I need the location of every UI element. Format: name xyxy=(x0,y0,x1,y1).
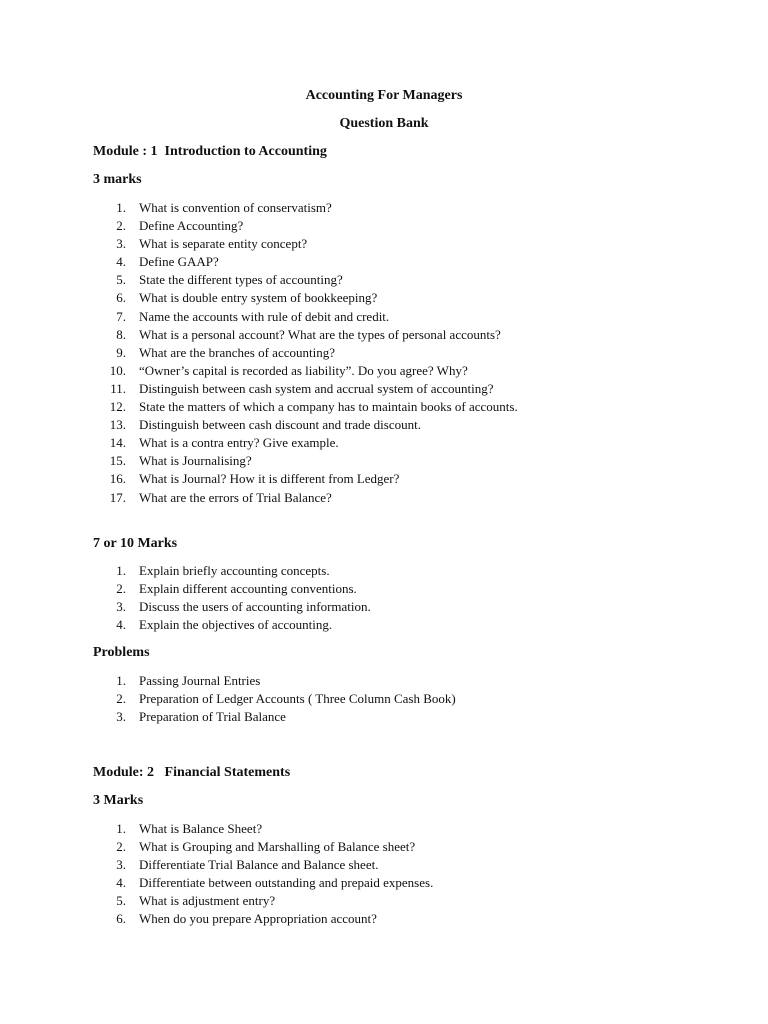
item-number: 5. xyxy=(116,893,126,909)
item-number: 5. xyxy=(116,272,126,288)
item-number: 8. xyxy=(116,326,126,342)
question-text: Differentiate between outstanding and prepaid expenses. xyxy=(139,875,434,891)
question-text: “Owner’s capital is recorded as liability”. Do you agree? Why? xyxy=(139,362,468,378)
module-1-3-marks-heading: 3 marks xyxy=(93,172,142,187)
document-subtitle: Question Bank xyxy=(339,116,429,131)
question-text: Define GAAP? xyxy=(139,254,219,270)
question-text: Explain different accounting conventions. xyxy=(139,581,357,597)
item-number: 1. xyxy=(116,821,126,836)
item-number: 1. xyxy=(116,673,126,688)
item-number: 4. xyxy=(116,254,126,270)
item-number: 2. xyxy=(116,691,126,707)
question-text: Distinguish between cash discount and trade discount. xyxy=(139,417,421,433)
module-1-problems-heading: Problems xyxy=(93,645,150,660)
item-number: 7. xyxy=(116,308,126,324)
document-title: Accounting For Managers xyxy=(305,88,463,103)
item-number: 3. xyxy=(116,709,126,725)
question-text: Explain briefly accounting concepts. xyxy=(139,563,330,578)
question-text: What is a personal account? What are the types of personal accounts? xyxy=(139,326,501,342)
item-number: 4. xyxy=(116,617,126,633)
question-text: Differentiate Trial Balance and Balance sheet. xyxy=(139,857,379,873)
question-text: What is convention of conservatism? xyxy=(139,200,332,215)
item-number: 13. xyxy=(109,417,126,433)
question-text: State the matters of which a company has to maintain books of accounts. xyxy=(139,399,518,415)
item-number: 4. xyxy=(116,875,126,891)
item-number: 3. xyxy=(116,236,126,252)
item-number: 3. xyxy=(116,599,126,615)
problem-text: Preparation of Ledger Accounts ( Three Column Cash Book) xyxy=(139,691,456,707)
question-text: What is Balance Sheet? xyxy=(139,821,263,836)
question-text: What is double entry system of bookkeeping? xyxy=(139,290,378,306)
item-number: 2. xyxy=(116,218,126,234)
module-1-7-or-10-marks-heading: 7 or 10 Marks xyxy=(93,536,178,551)
item-number: 1. xyxy=(116,563,126,578)
question-text: Name the accounts with rule of debit and credit. xyxy=(139,308,390,324)
item-number: 10. xyxy=(109,362,126,378)
item-number: 3. xyxy=(116,857,126,873)
question-text: What is Grouping and Marshalling of Balance sheet? xyxy=(139,839,416,855)
item-number: 16. xyxy=(109,471,126,487)
module-2-3-marks-heading: 3 Marks xyxy=(93,793,144,808)
question-text: Distinguish between cash system and accrual system of accounting? xyxy=(139,380,494,396)
question-text: What is separate entity concept? xyxy=(139,236,308,252)
question-text: What is adjustment entry? xyxy=(139,893,276,909)
question-text: What is Journalising? xyxy=(139,453,252,469)
item-number: 9. xyxy=(116,344,126,360)
item-number: 1. xyxy=(116,200,126,215)
item-number: 14. xyxy=(109,435,126,451)
question-text: What are the branches of accounting? xyxy=(139,344,335,360)
item-number: 2. xyxy=(116,839,126,855)
module-2-heading: Module: 2 Financial Statements xyxy=(93,765,291,780)
item-number: 11. xyxy=(110,380,126,396)
question-text: Explain the objectives of accounting. xyxy=(139,617,333,633)
problem-text: Passing Journal Entries xyxy=(139,673,261,688)
item-number: 15. xyxy=(109,453,126,469)
question-text: What are the errors of Trial Balance? xyxy=(139,489,332,505)
item-number: 17. xyxy=(109,489,126,505)
question-text: What is a contra entry? Give example. xyxy=(139,435,339,451)
module-1-heading: Module : 1 Introduction to Accounting xyxy=(93,144,327,159)
problem-text: Preparation of Trial Balance xyxy=(139,709,286,725)
item-number: 2. xyxy=(116,581,126,597)
question-text: State the different types of accounting? xyxy=(139,272,343,288)
item-number: 12. xyxy=(109,399,126,415)
question-text: When do you prepare Appropriation account? xyxy=(139,911,377,927)
question-text: What is Journal? How it is different from Ledger? xyxy=(139,471,400,487)
question-text: Discuss the users of accounting information. xyxy=(139,599,371,615)
item-number: 6. xyxy=(116,911,126,927)
question-text: Define Accounting? xyxy=(139,218,244,234)
item-number: 6. xyxy=(116,290,126,306)
